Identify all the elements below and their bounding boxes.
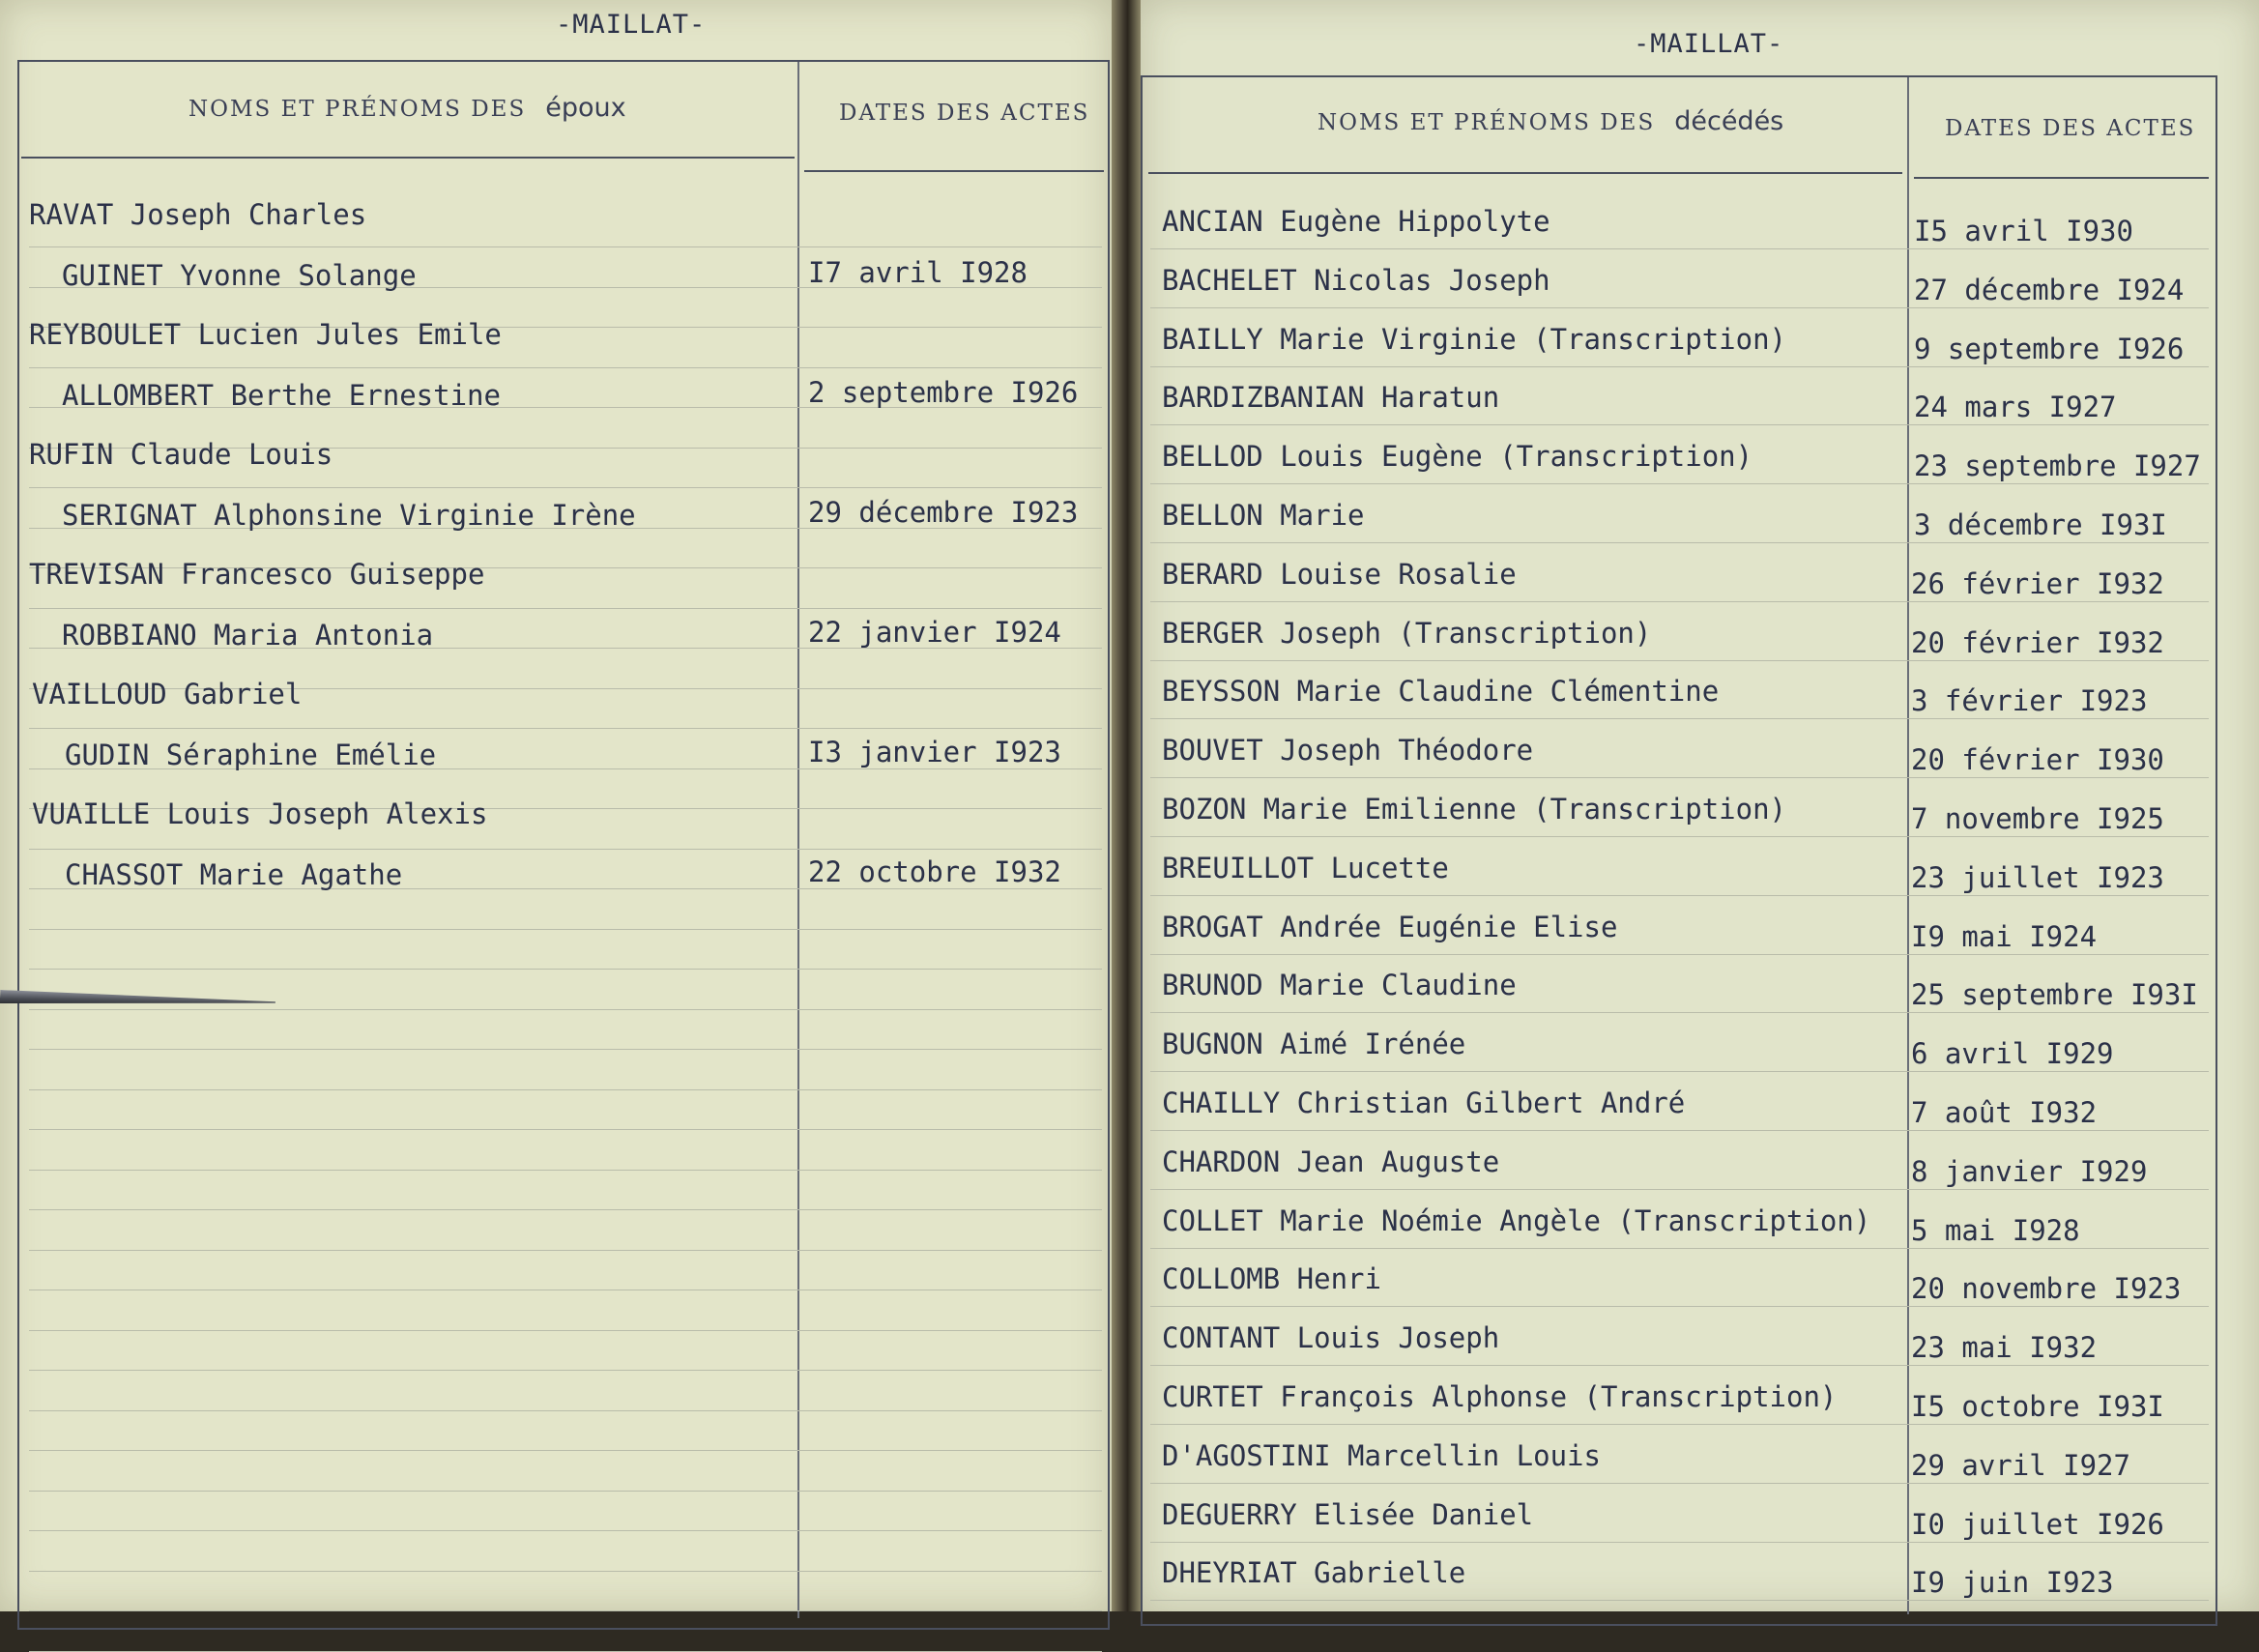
death-date: 3 décembre I93I [1914, 508, 2167, 541]
left-commune-title: -MAILLAT- [556, 10, 707, 40]
right-ruled-line [1150, 777, 2209, 778]
marriage-date: 29 décembre I923 [808, 496, 1079, 529]
death-date: 27 décembre I924 [1914, 273, 2185, 306]
left-ruled-line [29, 608, 1102, 609]
left-header-underline-dates [804, 170, 1104, 172]
left-ruled-line [29, 1170, 1102, 1171]
wife-name: ROBBIANO Maria Antonia [62, 619, 434, 652]
left-ruled-line [29, 1651, 1102, 1652]
husband-name: RAVAT Joseph Charles [29, 198, 367, 231]
death-date: I5 avril I930 [1914, 215, 2133, 247]
right-ruled-line [1150, 836, 2209, 837]
husband-name: TREVISAN Francesco Guiseppe [29, 558, 485, 591]
left-ruled-line [29, 1370, 1102, 1371]
deceased-name: BACHELET Nicolas Joseph [1162, 263, 1550, 297]
left-header-underline [21, 157, 795, 159]
wife-name: CHASSOT Marie Agathe [65, 858, 403, 891]
husband-name: VAILLOUD Gabriel [32, 678, 303, 710]
marriage-date: I7 avril I928 [808, 256, 1028, 289]
death-date: 24 mars I927 [1914, 391, 2117, 424]
deceased-name: BEYSSON Marie Claudine Clémentine [1162, 675, 1720, 709]
left-ruled-line [29, 367, 1102, 368]
death-date: 23 septembre I927 [1914, 449, 2201, 483]
left-ruled-line [29, 487, 1102, 488]
right-ruled-line [1150, 248, 2209, 249]
death-date: 8 janvier I929 [1911, 1154, 2148, 1188]
right-ruled-line [1150, 1365, 2209, 1366]
death-date: 23 juillet I923 [1911, 860, 2164, 894]
death-date: 9 septembre I926 [1914, 332, 2185, 365]
right-ruled-line [1150, 483, 2209, 484]
right-ruled-line [1150, 1600, 2209, 1601]
left-column-divider [797, 62, 799, 1618]
left-ruled-line [29, 1450, 1102, 1451]
death-date: 26 février I932 [1911, 566, 2164, 600]
deceased-name: BERARD Louise Rosalie [1162, 557, 1517, 591]
right-header-names: NOMS ET PRÉNOMS DES décédés [1318, 106, 1784, 136]
deceased-name: BAILLY Marie Virginie (Transcription) [1162, 322, 1787, 356]
left-ruled-line [29, 1530, 1102, 1531]
left-ruled-line [29, 969, 1102, 970]
left-ruled-line [29, 1571, 1102, 1572]
deceased-name: CONTANT Louis Joseph [1162, 1321, 1500, 1355]
deceased-name: ANCIAN Eugène Hippolyte [1162, 205, 1550, 238]
deceased-name: CHAILLY Christian Gilbert André [1162, 1087, 1686, 1119]
death-date: I9 juin I923 [1911, 1566, 2114, 1600]
deceased-name: DHEYRIAT Gabrielle [1162, 1556, 1466, 1590]
right-header-underline [1148, 172, 1902, 174]
wife-name: ALLOMBERT Berthe Ernestine [62, 379, 501, 412]
death-date: 7 novembre I925 [1911, 802, 2164, 835]
left-ruled-line [29, 1209, 1102, 1210]
marriage-date: 22 octobre I932 [808, 855, 1061, 888]
wife-name: GUINET Yvonne Solange [62, 259, 417, 292]
deceased-name: BRUNOD Marie Claudine [1162, 969, 1517, 1002]
husband-name: RUFIN Claude Louis [29, 438, 333, 471]
right-ruled-line [1150, 1012, 2209, 1013]
death-date: 20 février I932 [1911, 625, 2164, 659]
death-date: I9 mai I924 [1911, 919, 2098, 953]
deceased-name: BOUVET Joseph Théodore [1162, 734, 1534, 768]
right-ruled-line [1150, 660, 2209, 661]
right-ruled-line [1150, 366, 2209, 367]
death-date: 6 avril I929 [1911, 1037, 2114, 1071]
left-ruled-line [29, 1330, 1102, 1331]
deceased-name: DEGUERRY Elisée Daniel [1162, 1497, 1534, 1531]
death-date: 20 novembre I923 [1911, 1272, 2182, 1306]
right-ruled-line [1150, 1424, 2209, 1425]
deceased-name: CURTET François Alphonse (Transcription) [1162, 1380, 1838, 1413]
right-ruled-line [1150, 895, 2209, 896]
left-header-names: NOMS ET PRÉNOMS DES époux [188, 93, 626, 123]
death-date: 23 mai I932 [1911, 1331, 2098, 1365]
right-page-deaths [1141, 0, 2259, 1611]
right-ruled-line [1150, 424, 2209, 425]
left-ruled-line [29, 1491, 1102, 1492]
death-date: 3 février I923 [1911, 684, 2148, 718]
wife-name: SERIGNAT Alphonsine Virginie Irène [62, 499, 636, 532]
right-ruled-line [1150, 954, 2209, 955]
husband-name: VUAILLE Louis Joseph Alexis [32, 797, 488, 830]
right-ruled-line [1150, 1306, 2209, 1307]
right-ruled-line [1150, 718, 2209, 719]
left-ruled-line [29, 1250, 1102, 1251]
left-ruled-line [29, 1129, 1102, 1130]
left-ruled-line [29, 246, 1102, 247]
deceased-name: BELLON Marie [1162, 499, 1365, 532]
left-ruled-line [29, 849, 1102, 850]
deceased-name: COLLET Marie Noémie Angèle (Transcription) [1162, 1203, 1871, 1237]
right-ruled-line [1150, 1130, 2209, 1131]
deceased-name: BROGAT Andrée Eugénie Elise [1162, 910, 1618, 943]
deceased-name: BERGER Joseph (Transcription) [1162, 616, 1652, 650]
death-date: I5 octobre I93I [1911, 1390, 2164, 1423]
right-header-underline-dates [1914, 177, 2209, 179]
deceased-name: COLLOMB Henri [1162, 1262, 1381, 1296]
deceased-name: BOZON Marie Emilienne (Transcription) [1162, 793, 1787, 826]
marriage-date: I3 janvier I923 [808, 736, 1061, 768]
wife-name: GUDIN Séraphine Emélie [65, 739, 437, 771]
left-table-frame [17, 60, 1110, 1630]
marriage-date: 2 septembre I926 [808, 376, 1079, 409]
left-ruled-line [29, 929, 1102, 930]
right-header-dates: DATES DES ACTES [1945, 116, 2196, 141]
death-date: 5 mai I928 [1911, 1213, 2080, 1247]
deceased-name: BELLOD Louis Eugène (Transcription) [1162, 440, 1753, 474]
left-header-dates: DATES DES ACTES [839, 101, 1090, 126]
deceased-name: BARDIZBANIAN Haratun [1162, 381, 1500, 415]
left-ruled-line [29, 1009, 1102, 1010]
deceased-name: D'AGOSTINI Marcellin Louis [1162, 1438, 1601, 1472]
deceased-name: BREUILLOT Lucette [1162, 851, 1449, 884]
death-date: 29 avril I927 [1911, 1448, 2130, 1482]
left-ruled-line [29, 1410, 1102, 1411]
death-date: 7 août I932 [1911, 1096, 2098, 1129]
marriage-date: 22 janvier I924 [808, 616, 1061, 649]
right-ruled-line [1150, 601, 2209, 602]
left-ruled-line [29, 728, 1102, 729]
right-ruled-line [1150, 1071, 2209, 1072]
left-header-names-type: époux [545, 93, 626, 123]
right-ruled-line [1150, 542, 2209, 543]
right-commune-title: -MAILLAT- [1634, 29, 1784, 59]
right-header-names-type: décédés [1674, 106, 1784, 136]
right-ruled-line [1150, 1542, 2209, 1543]
husband-name: REYBOULET Lucien Jules Emile [29, 318, 502, 351]
death-date: I0 juillet I926 [1911, 1507, 2164, 1541]
left-page-marriages [0, 0, 1112, 1611]
right-ruled-line [1150, 1248, 2209, 1249]
right-ruled-line [1150, 1189, 2209, 1190]
death-date: 20 février I930 [1911, 743, 2164, 777]
left-ruled-line [29, 1089, 1102, 1090]
death-date: 25 septembre I93I [1911, 978, 2198, 1012]
right-ruled-line [1150, 307, 2209, 308]
deceased-name: BUGNON Aimé Irénée [1162, 1028, 1466, 1061]
right-ruled-line [1150, 1483, 2209, 1484]
book-gutter [1112, 0, 1141, 1611]
left-ruled-line [29, 1049, 1102, 1050]
deceased-name: CHARDON Jean Auguste [1162, 1145, 1500, 1178]
